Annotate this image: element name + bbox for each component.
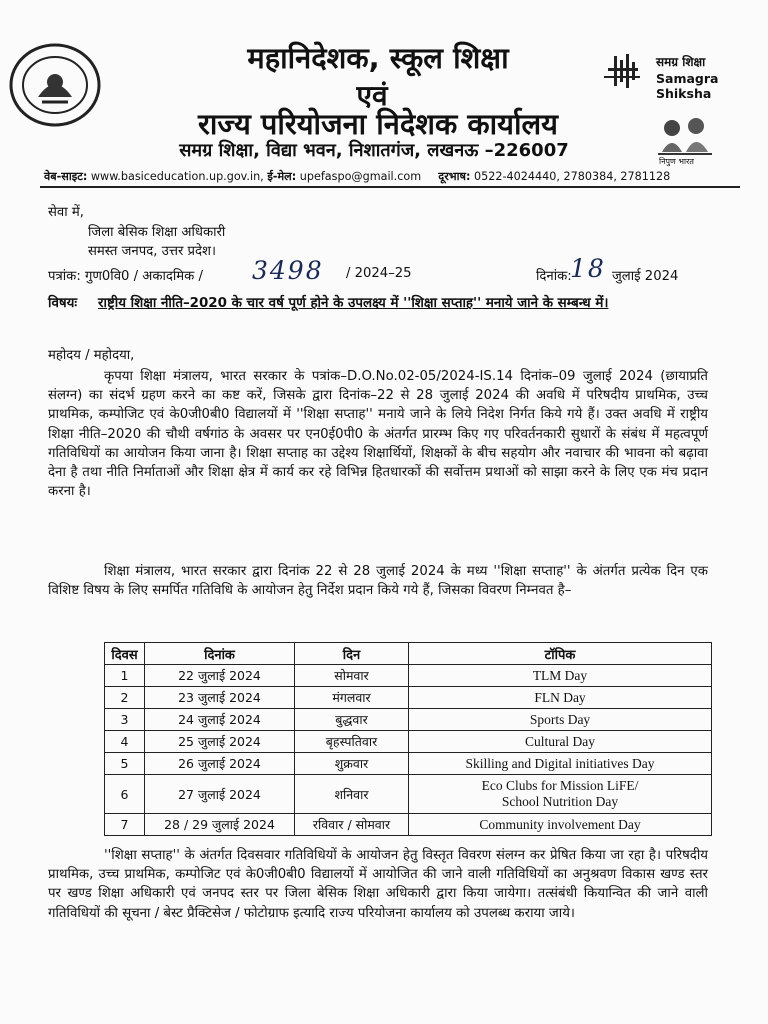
cell-date: 22 जुलाई 2024 xyxy=(145,665,295,687)
address-recipient: जिला बेसिक शिक्षा अधिकारी xyxy=(88,225,226,240)
nipun-bharat-caption: निपुण भारत xyxy=(659,157,694,166)
office-title-line2: एवं xyxy=(356,79,388,112)
table-header-row xyxy=(105,643,712,665)
cell-day: 2 xyxy=(105,687,145,709)
paragraph-2: शिक्षा मंत्रालय, भारत सरकार द्वारा दिनांक 22 से 28 जुलाई 2024 के मध्य ''शिक्षा सप्ताह'' के अंतर्गत प्रत्येक दिन एक विशिष्ट विषय के लिए समर्पित गतिविधि के आयोजन हेतु निर्देश प्रदान किये गये हैं, जिसका विवरण निम्नवत है– xyxy=(48,564,708,599)
office-title-line3: राज्य परियोजना निदेशक कार्यालय xyxy=(198,107,558,141)
phone-numbers: 0522-4024440, 2780384, 2781128 xyxy=(474,170,671,183)
cell-topic: FLN Day xyxy=(409,687,712,709)
table-row xyxy=(105,687,712,709)
contact-line xyxy=(44,169,670,184)
closing-paragraph: ''शिक्षा सप्ताह'' के अंतर्गत दिवसवार गतिविधियों के आयोजन हेतु विस्तृत विवरण संलग्न कर प्रेषित किया जा रहा है। परिषदीय प्राथमिक, उच्च प्राथमिक, कम्पोजिट एवं के0जी0बी0 विद्यालयों में आयोजित की जाने वाली गतिविधियों का अनुश्रवण विकास खण्ड स्तर पर खण्ड शिक्षा अधिकारी एवं जनपद स्तर पर जिला बेसिक शिक्षा अधिकारी द्वारा किया जायेगा। तत्संबंधी कियान्वित की जाने वाली गतिविधियों की सूचना / बेस्ट प्रैक्टिसेज / फोटोग्राफ इत्यादि राज्य परियोजना कार्यालय को उपलब्ध कराया जाये। xyxy=(48,848,708,921)
subject-text: राष्ट्रीय शिक्षा नीति–2020 के चार वर्ष पूर्ण होने के उपलक्ष्य में ''शिक्षा सप्ताह'' मनाये जाने के सम्बन्ध में। xyxy=(98,296,609,311)
cell-day: 3 xyxy=(105,709,145,731)
header-divider xyxy=(40,186,740,188)
cell-weekday: शनिवार xyxy=(295,775,409,814)
cell-weekday: मंगलवार xyxy=(295,687,409,709)
header-day-number: दिवस xyxy=(105,643,145,665)
cell-topic: Community involvement Day xyxy=(409,814,712,836)
cell-weekday: बुद्धवार xyxy=(295,709,409,731)
ref-number-handwritten: 3498 xyxy=(252,256,324,285)
cell-topic xyxy=(409,775,712,814)
office-address: समग्र शिक्षा, विद्या भवन, निशातगंज, लखनऊ –226007 xyxy=(179,140,569,161)
header-topic: टॉपिक xyxy=(409,643,712,665)
cell-date: 27 जुलाई 2024 xyxy=(145,775,295,814)
cell-topic: Sports Day xyxy=(409,709,712,731)
cell-topic: TLM Day xyxy=(409,665,712,687)
website-link[interactable]: www.basiceducation.up.gov.in, xyxy=(90,170,264,183)
paragraph-1: कृपया शिक्षा मंत्रालय, भारत सरकार के पत्रांक–D.O.No.02-05/2024-IS.14 दिनांक–09 जुलाई 2024 (छायाप्रति संलग्न) का संदर्भ ग्रहण करने का कष्ट करें, जिसके द्वारा दिनांक–22 से 28 जुलाई 2024 की अवधि में परिषदीय प्राथमिक, उच्च प्राथमिक, कम्पोजिट एवं के0जी0बी0 विद्यालयों में ''शिक्षा सप्ताह'' मनाये जाने के लिये निदेश निर्गत किये गये हैं। उक्त अवधि में राष्ट्रीय शिक्षा नीति–2020 की चौथी वर्षगांठ के अवसर पर एन0ई0पी0 के अंतर्गत प्रारम्भ किए गए परिवर्तनकारी सुधारों के संबंध में महत्वपूर्ण गतिविधियों का आयोजन किया जाना है। शिक्षा सप्ताह का उद्देश्य शिक्षार्थियों, शिक्षकों के बीच सहयोग और नवाचार की भावना को बढ़ावा देना है तथा नीति निर्माताओं और शिक्षा क्षेत्र में कार्य कर रहे विभिन्न हितधारकों की सर्वोत्तम प्रथाओं को साझा करने के लिए एक मंच प्रदान करना है। xyxy=(48,369,708,500)
cell-topic: Cultural Day xyxy=(409,731,712,753)
cell-day: 5 xyxy=(105,753,145,775)
phone-label: दूरभाष: xyxy=(438,170,471,183)
subject-label: विषयः xyxy=(48,296,78,311)
cell-date: 23 जुलाई 2024 xyxy=(145,687,295,709)
cell-weekday: सोमवार xyxy=(295,665,409,687)
cell-day: 6 xyxy=(105,775,145,814)
subject-line xyxy=(48,295,718,312)
table-row xyxy=(105,775,712,814)
email-label: ई-मेल: xyxy=(267,170,297,183)
office-title-line1: महानिदेशक, स्कूल शिक्षा xyxy=(247,41,509,75)
website-label: वेब-साइट: xyxy=(44,170,88,183)
shiksha-saptah-schedule-table xyxy=(104,642,712,836)
table-row xyxy=(105,814,712,836)
ref-prefix: पत्रांक: गुण0वि0 / अकादमिक / xyxy=(48,269,203,284)
salutation: महोदय / महोदया, xyxy=(48,348,135,363)
email-link[interactable]: upefaspo@gmail.com xyxy=(299,170,422,183)
samagra-logo-hindi: समग्र शिक्षा xyxy=(656,55,706,69)
cell-date: 24 जुलाई 2024 xyxy=(145,709,295,731)
address-to: सेवा में, xyxy=(48,205,84,220)
header-weekday: दिन xyxy=(295,643,409,665)
table-row xyxy=(105,753,712,775)
cell-topic-line2: School Nutrition Day xyxy=(501,794,619,809)
cell-weekday: रविवार / सोमवार xyxy=(295,814,409,836)
cell-topic: Skilling and Digital initiatives Day xyxy=(409,753,712,775)
table-row xyxy=(105,665,712,687)
cell-date: 25 जुलाई 2024 xyxy=(145,731,295,753)
cell-day: 1 xyxy=(105,665,145,687)
header-date: दिनांक xyxy=(145,643,295,665)
table-row xyxy=(105,731,712,753)
date-label: दिनांक: xyxy=(536,269,572,284)
table-row xyxy=(105,709,712,731)
cell-topic-line1: Eco Clubs for Mission LiFE/ xyxy=(481,778,639,793)
ref-year: / 2024–25 xyxy=(346,266,412,281)
cell-day: 7 xyxy=(105,814,145,836)
cell-day: 4 xyxy=(105,731,145,753)
cell-weekday: शुक्रवार xyxy=(295,753,409,775)
address-location: समस्त जनपद, उत्तर प्रदेश। xyxy=(88,244,217,259)
cell-weekday: बृहस्पतिवार xyxy=(295,731,409,753)
date-month-year: जुलाई 2024 xyxy=(612,269,679,284)
cell-date: 28 / 29 जुलाई 2024 xyxy=(145,814,295,836)
cell-date: 26 जुलाई 2024 xyxy=(145,753,295,775)
date-day-handwritten: 18 xyxy=(570,254,606,283)
samagra-logo-english: Samagra Shiksha xyxy=(656,71,719,101)
